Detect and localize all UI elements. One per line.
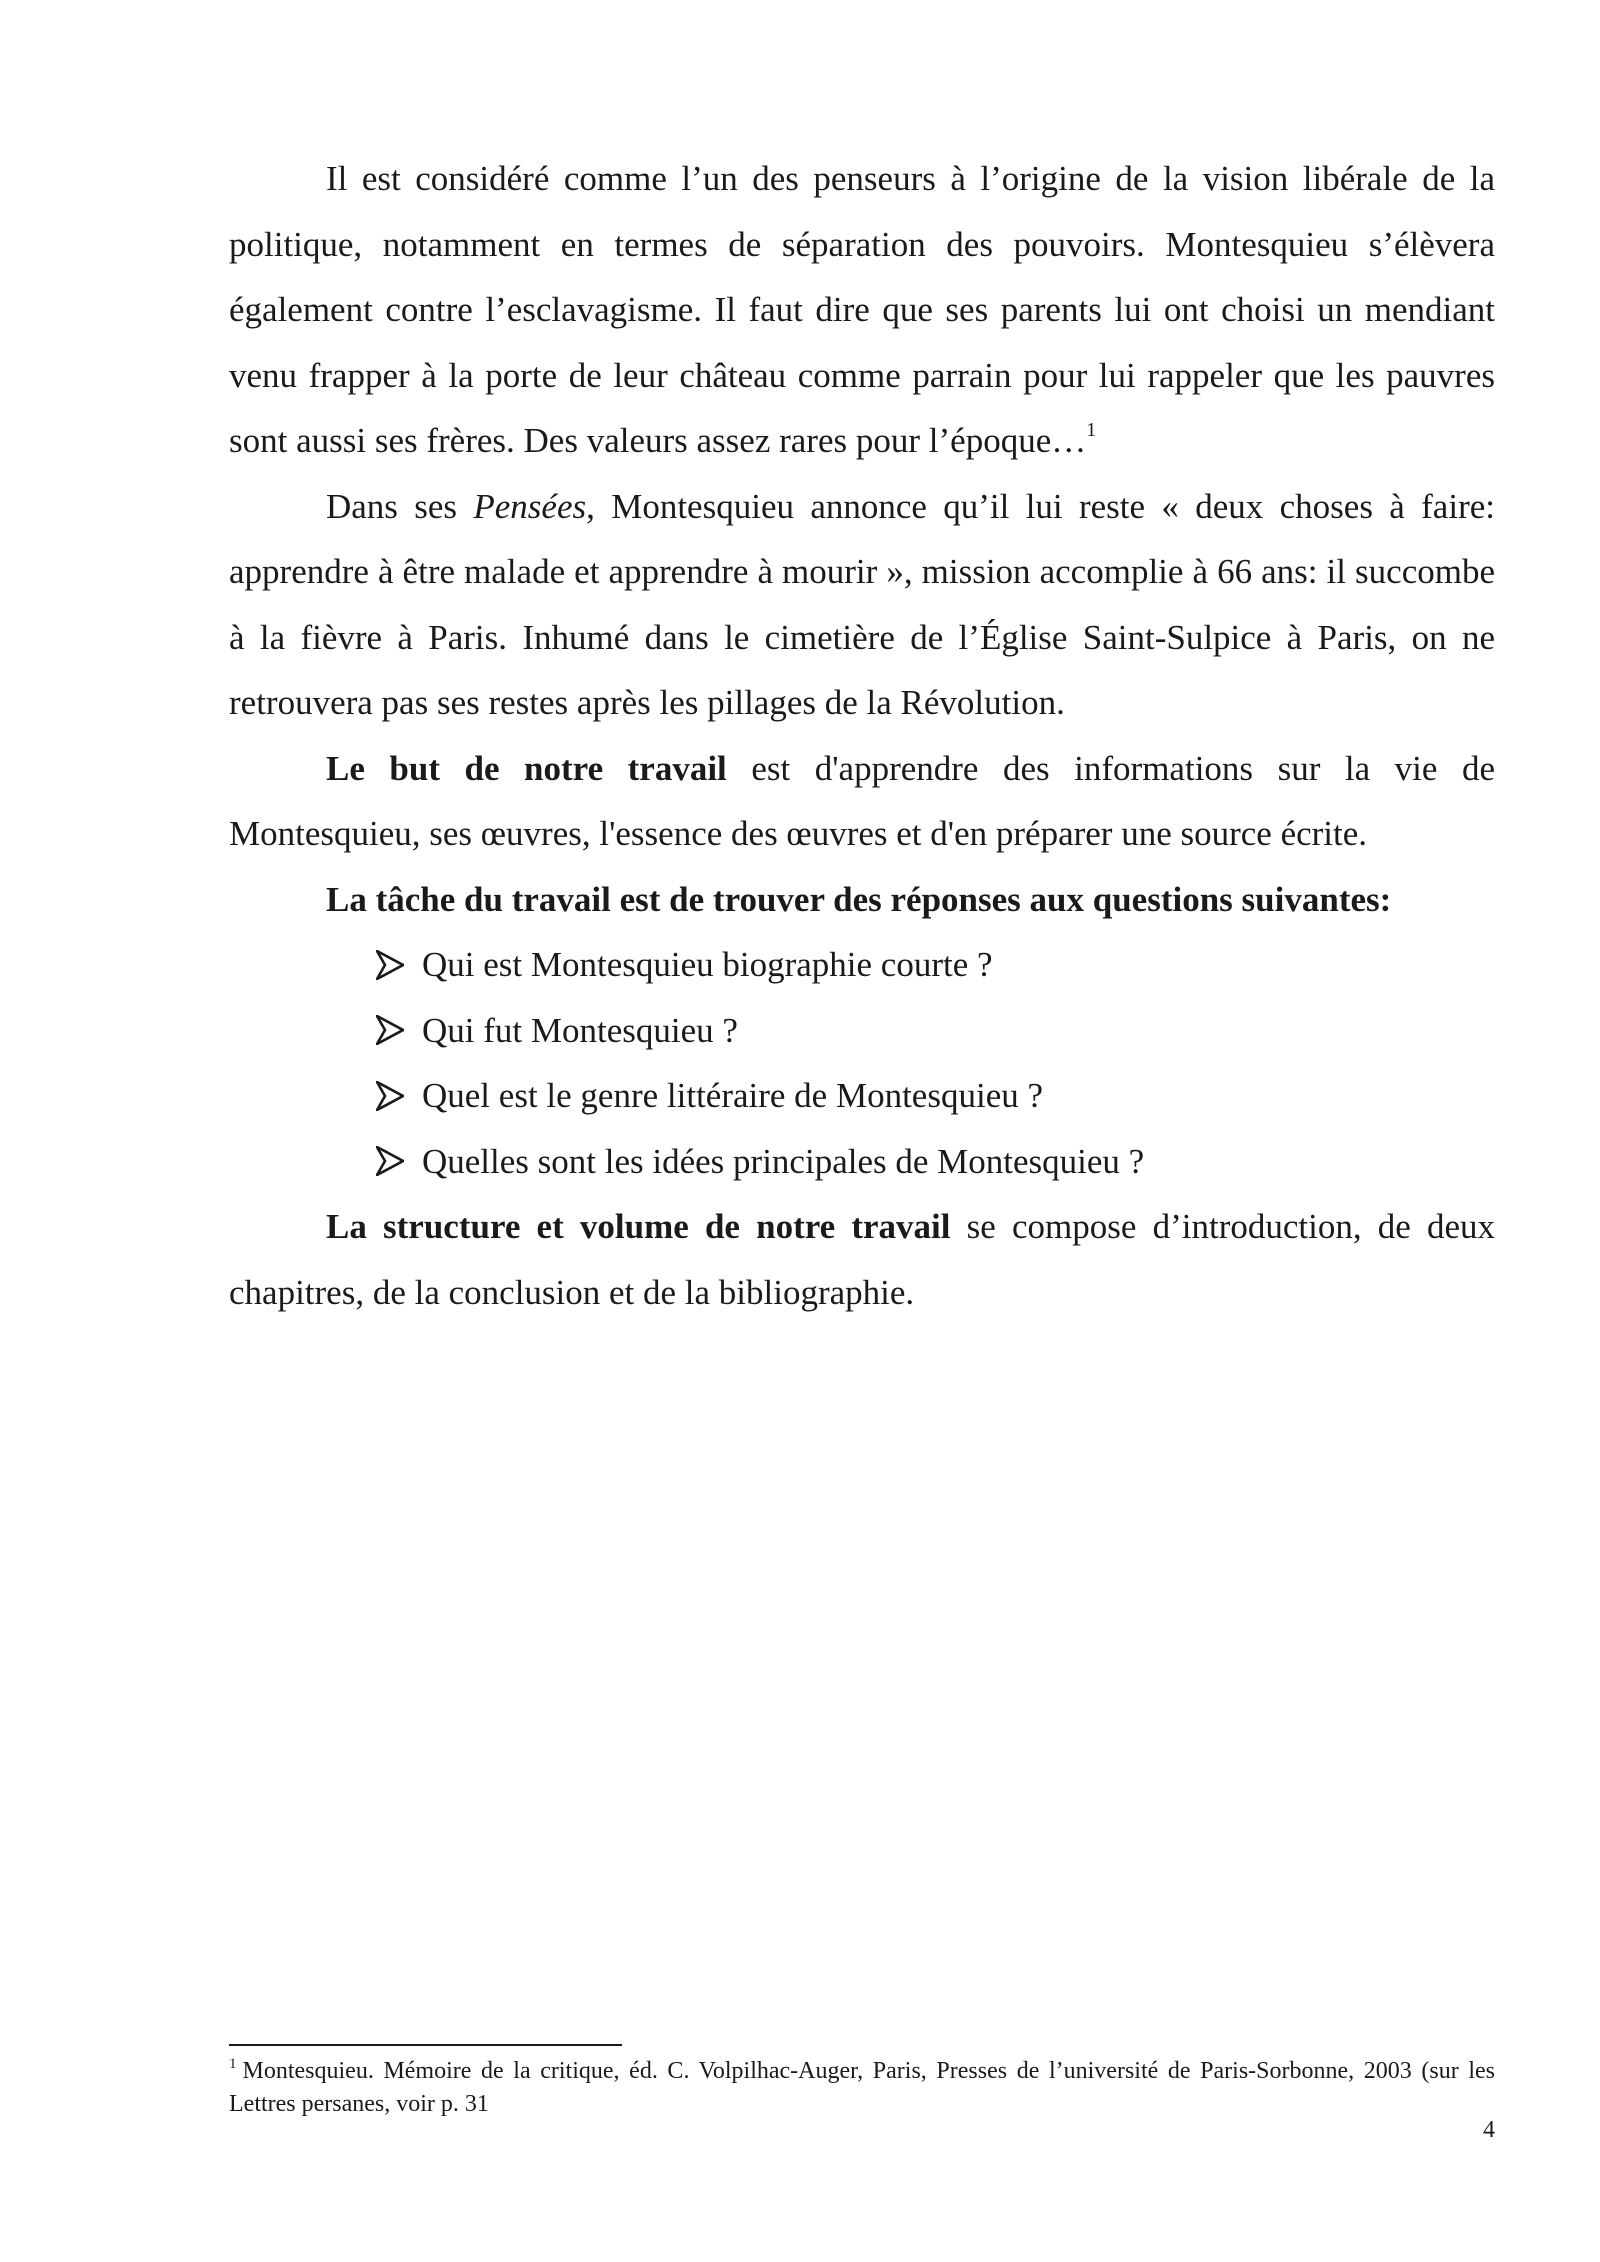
paragraph-structure [229, 1194, 1495, 1325]
question-text: Qui est Montesquieu biographie courte ? [422, 945, 993, 984]
list-item [376, 932, 1495, 998]
list-item [376, 1063, 1495, 1129]
arrowhead-bullet-icon [376, 1081, 404, 1111]
task-heading: La tâche du travail est de trouver des réponses aux questions suivantes: [326, 879, 1392, 919]
questions-list [229, 932, 1495, 1194]
arrowhead-bullet-icon [376, 1146, 404, 1176]
goal-heading: Le but de notre travail [326, 748, 727, 788]
page-number: 4 [1483, 2117, 1495, 2143]
page-body [229, 146, 1495, 1325]
question-text: Qui fut Montesquieu ? [422, 1010, 738, 1050]
arrowhead-bullet-icon [376, 1015, 404, 1045]
pensees-title: Pensées [473, 486, 587, 526]
footnote-text: Montesquieu. Mémoire de la critique, éd. C. Volpilhac-Auger, Paris, Presses de l’université de Paris-Sorbonne, 2003 (sur les Lettres persanes, voir p. 31 [229, 2058, 1495, 2117]
paragraph-goal [229, 736, 1495, 867]
footnote-separator [229, 2044, 622, 2046]
question-text: Quelles sont les idées principales de Montesquieu ? [422, 1141, 1145, 1181]
footnote-mark: 1 [229, 2056, 237, 2072]
arrowhead-bullet-icon [376, 950, 404, 980]
footnote-reference[interactable]: 1 [1086, 419, 1097, 441]
question-text: Quel est le genre littéraire de Montesquieu ? [422, 1076, 1044, 1115]
paragraph-pensees [229, 474, 1495, 736]
structure-heading: La structure et volume de notre travail [326, 1207, 951, 1246]
footnote [229, 2055, 1495, 2121]
paragraph-pensees-text: , Montesquieu annonce qu’il lui reste « deux choses à faire: apprendre à être malade et apprendre à mourir », mission accomplie à 66 ans: il succombe à la fièvre à Paris. Inhumé dans le cimetière de l’Église Saint-Sulpice à Paris, on ne retrouvera pas ses restes après les pillages de la Révolution. [229, 486, 1495, 722]
goal-text: est d'apprendre des informations sur la vie de Montesquieu, ses œuvres, l'essence des œuvres et d'en préparer une source écrite. [229, 748, 1495, 853]
paragraph-intro [229, 146, 1495, 474]
structure-text: se compose d’introduction, de deux chapitres, de la conclusion et de la bibliographie. [229, 1207, 1495, 1312]
paragraph-pensees-lead: Dans ses [326, 486, 474, 526]
list-item [376, 1129, 1495, 1195]
paragraph-intro-text: Il est considéré comme l’un des penseurs à l’origine de la vision libérale de la politique, notamment en termes de séparation des pouvoirs. Montesquieu s’élèvera également contre l’esclavagisme. Il faut dire que ses parents lui ont choisi un mendiant venu frapper à la porte de leur château comme parrain pour lui rappeler que les pauvres sont aussi ses frères. Des valeurs assez rares pour l’époque… [229, 159, 1495, 460]
list-item [376, 998, 1495, 1064]
